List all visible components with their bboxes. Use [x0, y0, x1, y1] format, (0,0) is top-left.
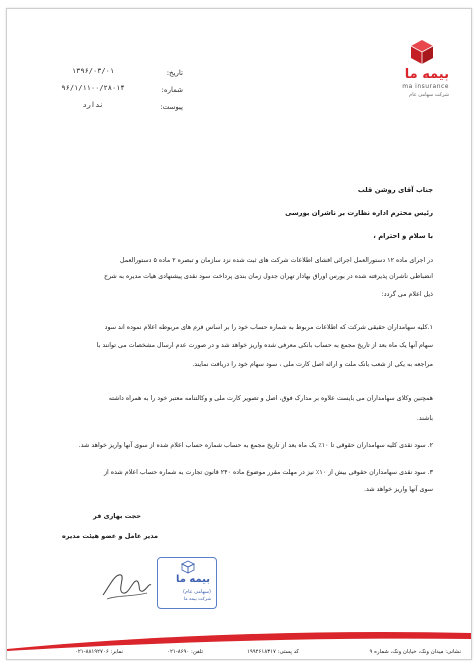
paragraph-2: ۲. سود نقدی کلیه سهامداران حقوقی تا ۱۰٪ یک ماه بعد از تاریخ مجمع به حساب شماره حساب اعلام شده از سوی آنها واریز خواهد شد.: [78, 442, 433, 449]
brand-subtitle: شرکت سهامی عام: [409, 92, 449, 98]
paragraph-1b-line: همچنین وکلای سهامداران می بایست علاوه بر مدارک فوق، اصل و تصویر کارت ملی و وکالتنامه معتبر خود را به همراه داشته: [108, 395, 433, 402]
handwritten-signature-icon: [97, 565, 153, 603]
addressee: جناب آقای روشن قلب: [357, 186, 433, 194]
footer-phone: تلفن: ۸۶۹۰-۰۲۱: [167, 649, 203, 655]
intro-line: ذیل اعلام می گردد:: [381, 291, 433, 298]
stamp-cube-icon: [181, 560, 195, 574]
letter-meta: [43, 67, 183, 118]
footer-address: نشانی: میدان ونک، خیابان ونک، شماره ۹: [369, 649, 461, 655]
cube-logo-icon: [409, 39, 435, 65]
addressee-title: رئیس محترم اداره نظارت بر ناشران بورسی: [285, 209, 433, 217]
company-stamp: [157, 557, 217, 609]
intro-line: انضباطی ناشران پذیرفته شده در بورس اوراق بهادار تهران جدول زمان بندی پرداخت سود نقدی پیشنهادی هیات مدیره به شرح: [104, 273, 433, 280]
attachment-value: ندارد: [82, 101, 104, 109]
intro-line: در اجرای ماده ۱۲ دستورالعمل اجرائی افشای اطلاعات شرکت های ثبت شده نزد سازمان و تبصره ۲ ماده ۵ دستورالعمل: [120, 257, 433, 264]
footer-postal-code: کد پستی: ۱۹۹۴۶۱۸۳۱۷: [246, 649, 299, 655]
signer-title: مدیر عامل و عضو هیئت مدیره: [61, 532, 158, 540]
number-value: ۹۶/۱/۱۱۰۰/۲۸۰۱۴: [61, 84, 125, 92]
meta-attachment-row: [43, 101, 183, 118]
paragraph-1b-line: باشند.: [416, 415, 433, 422]
paragraph-1-line: سهام آنها یک ماه بعد از تاریخ مجمع به حساب بانکی معرفی شده واریز خواهد شد و در صورت عدم ارسال مشخصات می توانند با: [96, 342, 433, 349]
paragraph-3-line: سوی آنها واریز خواهد شد.: [364, 486, 433, 493]
brand-name: بیمه ما: [404, 67, 449, 82]
paragraph-1-line: ۱.کلیه سهامداران حقیقی شرکت که اطلاعات مربوط به شماره حساب خود را بر اساس فرم های مربوطه اعلام نموده اند سود: [104, 324, 433, 331]
paragraph-3-line: ۳. سود نقدی سهامداران حقوقی بیش از ۱۰٪ نیز در مهلت مقرر موضوع ماده ۲۴۰ قانون تجارت به شماره حساب اعلام شده از: [104, 469, 433, 476]
meta-date-row: [43, 67, 183, 84]
greeting: با سلام و احترام ،: [373, 232, 433, 240]
date-label: تاریخ:: [166, 69, 183, 77]
footer-fax: نمابر: ۸۸۱۹۲۷۰۶-۰۲۱: [74, 649, 123, 655]
brand-name-en: ma insurance: [402, 83, 449, 90]
letter-page: [6, 8, 472, 660]
signer-name: حجت بهاری فر: [93, 512, 141, 520]
letter-footer: [7, 649, 471, 659]
stamp-sub: (سهامی عام): [183, 589, 211, 595]
paragraph-1-line: مراجعه به یکی از شعب بانک ملت و ارائه اصل کارت ملی ، سود سهام خود را دریافت نمایند.: [192, 361, 433, 368]
stamp-sub2: شرکت بیمه ما: [183, 597, 211, 602]
company-logo: [367, 39, 457, 99]
meta-number-row: [43, 84, 183, 101]
number-label: شماره:: [161, 86, 183, 94]
stamp-brand: بیمه ما: [175, 574, 210, 585]
date-value: ۱۳۹۶/۰۳/۰۱: [71, 67, 115, 75]
attachment-label: پیوست:: [160, 103, 183, 111]
